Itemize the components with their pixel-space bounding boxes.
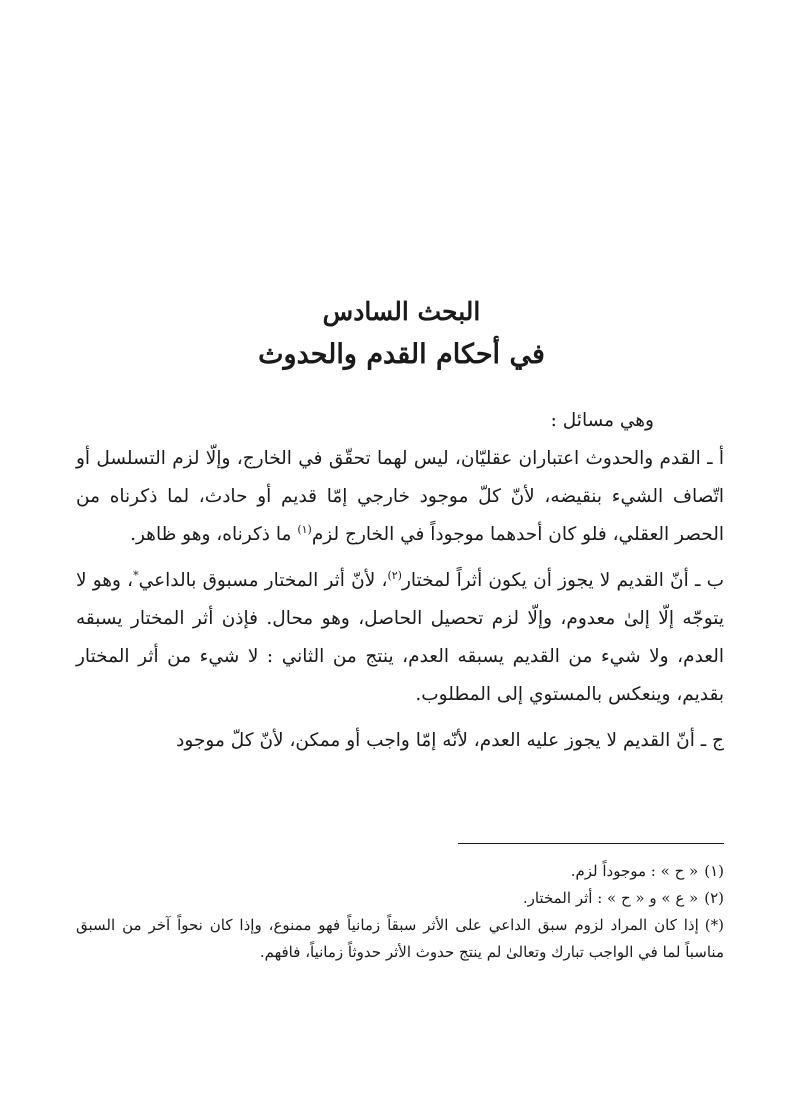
footnote-3: [76, 912, 724, 966]
footnote-ref-star: *: [133, 568, 139, 582]
paragraph-b-text-3: ، وهو لا يتوجّه إلّا إلىٰ معدوم، وإلّا لزم تحصيل الحاصل، وهو محال. فإذن أثر المختار يسبقه العدم، ولا شيء من القديم يسبقه العدم، ينتج من الثاني : لا شيء من أثر المختار بقديم، وينعكس بالمستوي إلى المطلوب.: [76, 570, 724, 705]
footnote-ref-2: (٢): [387, 568, 402, 582]
paragraph-b-text-2: ، لأنّ أثر المختار مسبوق بالداعي: [138, 570, 388, 591]
chapter-title: البحث السادس: [322, 297, 481, 326]
chapter-heading: [0, 292, 803, 378]
paragraph-a-text: أ ـ القدم والحدوث اعتباران عقليّان، ليس لهما تحقّق في الخارج، وإلّا لزم التسلسل أو اتّصاف الشيء بنقيضه، لأنّ كلّ موجود خارجي إمّا قديم أو حادث، لما ذكرناه من الحصر العقلي، فلو كان أحدهما موجوداً في الخارج لزم: [76, 448, 724, 545]
footnote-1-number: (١): [704, 862, 724, 880]
paragraph-b-text: ب ـ أنّ القديم لا يجوز أن يكون أثراً لمختار: [401, 570, 724, 591]
footnote-separator: [458, 843, 724, 844]
footnote-2: [76, 885, 724, 912]
footnote-2-text: « ع » و « ح » : أثر المختار.: [522, 889, 699, 907]
paragraph-a: [76, 440, 724, 554]
footnote-ref-1: (١): [297, 522, 312, 536]
footnote-1-text: « ح » : موجوداً لزم.: [570, 862, 699, 880]
paragraph-b: [76, 562, 724, 714]
chapter-subtitle: في أحكام القدم والحدوث: [258, 339, 545, 370]
footnote-3-number: (*): [704, 916, 724, 934]
body-text: [76, 402, 724, 760]
footnote-3-text: إذا كان المراد لزوم سبق الداعي على الأثر سبقاً زمانياً فهو ممنوع، وإذا كان نحواً آخر من السبق مناسباً لما في الواجب تبارك وتعالىٰ لم ينتج حدوث الأثر حدوثاً زمانياً، فافهم.: [76, 916, 724, 961]
paragraph-a-end: ما ذكرناه، وهو ظاهر.: [130, 524, 292, 545]
intro-line: وهي مسائل :: [550, 410, 654, 431]
footnote-2-number: (٢): [704, 889, 724, 907]
paragraph-c: ج ـ أنّ القديم لا يجوز عليه العدم، لأنّه إمّا واجب أو ممكن، لأنّ كلّ موجود: [176, 730, 724, 751]
footnote-1: [76, 858, 724, 885]
footnotes: [76, 858, 724, 966]
